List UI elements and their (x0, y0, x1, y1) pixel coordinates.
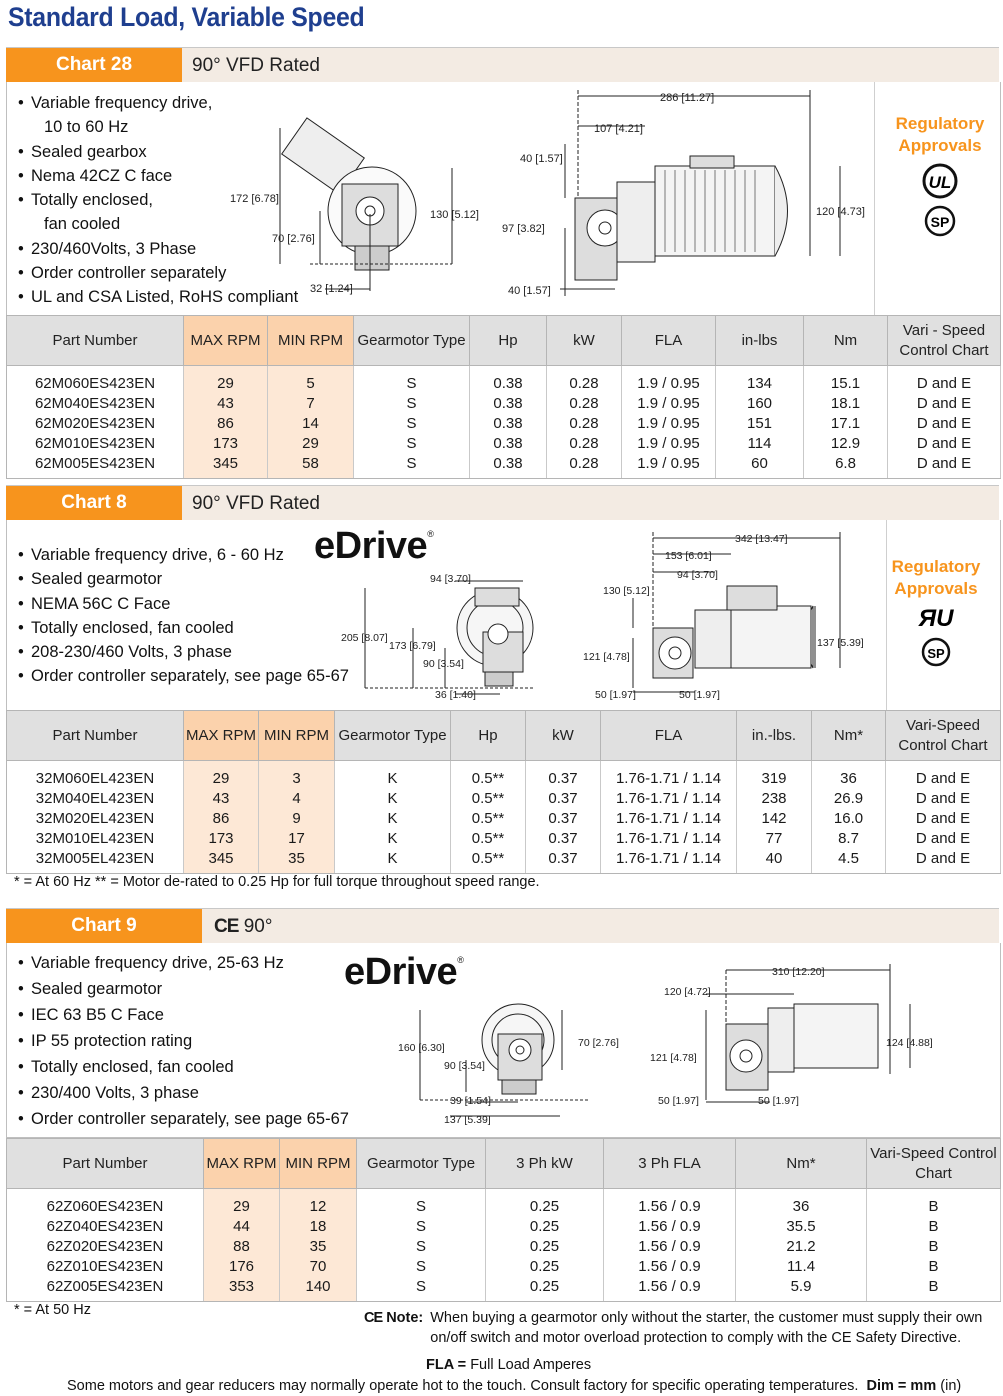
dim-label: 160 [6.30] (398, 1042, 445, 1054)
table-cell: 11.4 (736, 1257, 867, 1277)
dim-label: 39 [1.54] (450, 1095, 491, 1107)
table-cell: 1.56 / 0.9 (604, 1277, 736, 1302)
table-cell: 32M020EL423EN (7, 809, 184, 829)
dim-label: 94 [3.70] (430, 573, 471, 585)
fla-legend: FLA = Full Load Amperes (426, 1357, 592, 1373)
chart8-subtitle: 90° VFD Rated (192, 493, 320, 514)
table-row (7, 761, 1001, 790)
chart28-subtitle: 90° VFD Rated (192, 55, 320, 76)
table-cell: 43 (184, 789, 259, 809)
col-header: 3 Ph kW (486, 1139, 604, 1189)
table-cell: 0.25 (486, 1189, 604, 1218)
table-cell: 1.9 / 0.95 (622, 434, 716, 454)
table-cell: 62M020ES423EN (7, 414, 184, 434)
svg-text:SP: SP (927, 646, 945, 661)
table-cell: 35 (280, 1237, 357, 1257)
table-cell: 88 (204, 1237, 280, 1257)
table-cell: S (357, 1237, 486, 1257)
table-cell: 86 (184, 414, 268, 434)
table-cell: K (335, 789, 451, 809)
table-row (7, 434, 1001, 454)
table-cell: 62Z005ES423EN (7, 1277, 204, 1302)
table-cell: B (867, 1257, 1001, 1277)
table-cell: 0.5** (451, 809, 526, 829)
table-cell: 0.5** (451, 789, 526, 809)
dim-label: 36 [1.40] (435, 689, 476, 701)
feature-item: fan cooled (44, 215, 121, 234)
feature-item: 10 to 60 Hz (44, 118, 129, 137)
table-cell: 0.38 (470, 414, 547, 434)
dim-label: 90 [3.54] (444, 1060, 485, 1072)
table-cell: 1.76-1.71 / 1.14 (601, 789, 737, 809)
table-cell: 62Z020ES423EN (7, 1237, 204, 1257)
col-header: MIN RPM (259, 711, 335, 761)
table-cell: 40 (737, 849, 812, 874)
table-cell: 353 (204, 1277, 280, 1302)
csa-icon (923, 639, 949, 665)
table-cell: 21.2 (736, 1237, 867, 1257)
col-header: FLA (622, 316, 716, 366)
table-cell: 238 (737, 789, 812, 809)
table-cell: 1.56 / 0.9 (604, 1189, 736, 1218)
table-cell: K (335, 761, 451, 790)
table-cell: 7 (268, 394, 354, 414)
table-cell: D and E (886, 829, 1001, 849)
feature-item: • IP 55 protection rating (18, 1032, 193, 1050)
table-cell: 0.28 (547, 414, 622, 434)
table-cell: 17.1 (804, 414, 888, 434)
table-cell: 1.9 / 0.95 (622, 414, 716, 434)
col-header: Vari-Speed Control Chart (886, 711, 1001, 761)
table-cell: 1.9 / 0.95 (622, 454, 716, 479)
feature-item: • Sealed gearmotor (18, 980, 163, 998)
chart28-drawings (220, 86, 875, 312)
col-header: Nm* (736, 1139, 867, 1189)
table-cell: D and E (888, 394, 1001, 414)
feature-item: • Nema 42CZ C face (18, 166, 173, 185)
col-header: 3 Ph FLA (604, 1139, 736, 1189)
table-cell: 134 (716, 366, 804, 395)
chart9-footnote: * = At 50 Hz (14, 1302, 91, 1318)
table-row (7, 1257, 1001, 1277)
table-cell: 44 (204, 1217, 280, 1237)
table-cell: 8.7 (812, 829, 886, 849)
dim-label: 70 [2.76] (578, 1037, 619, 1049)
col-header: Part Number (7, 1139, 204, 1189)
col-header: Part Number (7, 316, 184, 366)
table-cell: 0.38 (470, 434, 547, 454)
feature-item: • 230/460Volts, 3 Phase (18, 239, 197, 258)
dim-label: 107 [4.21] (594, 123, 643, 135)
dim-label: 172 [6.78] (230, 193, 279, 205)
table-cell: 32M005EL423EN (7, 849, 184, 874)
chart8-footnote: * = At 60 Hz ** = Motor de-rated to 0.25 Hp for full torque throughout speed range. (14, 874, 540, 890)
table-cell: B (867, 1237, 1001, 1257)
dim-label: 121 [4.78] (583, 651, 630, 663)
table-cell: 140 (280, 1277, 357, 1302)
feature-item: • IEC 63 B5 C Face (18, 1006, 164, 1024)
table-row (7, 366, 1001, 395)
table-row (7, 1217, 1001, 1237)
table-cell: D and E (888, 366, 1001, 395)
table-cell: 4.5 (812, 849, 886, 874)
table-cell: S (354, 414, 470, 434)
col-header: in-lbs (716, 316, 804, 366)
table-cell: 1.56 / 0.9 (604, 1257, 736, 1277)
ur-recognized-icon (918, 605, 954, 632)
chart28-tag: Chart 28 (6, 48, 182, 82)
col-header: Gearmotor Type (335, 711, 451, 761)
table-cell: D and E (888, 434, 1001, 454)
dim-label: 130 [5.12] (603, 585, 650, 597)
chart9-features (18, 950, 349, 1132)
feature-item: • NEMA 56C C Face (18, 594, 171, 613)
feature-item: • Order controller separately (18, 264, 227, 283)
dim-label: 50 [1.97] (595, 689, 636, 701)
table-cell: 62M060ES423EN (7, 366, 184, 395)
dim-label: 94 [3.70] (677, 569, 718, 581)
col-header: Vari - Speed Control Chart (888, 316, 1001, 366)
feature-item: • Totally enclosed, fan cooled (18, 618, 234, 637)
feature-item: • Totally enclosed, fan cooled (18, 1058, 234, 1076)
table-cell: 6.8 (804, 454, 888, 479)
dim-label: 205 [8.07] (341, 632, 388, 644)
chart8-tag: Chart 8 (6, 486, 182, 520)
table-cell: 0.28 (547, 394, 622, 414)
note-text: When buying a gearmotor only without the starter, the customer must supply their own (430, 1310, 983, 1326)
table-cell: 0.38 (470, 366, 547, 395)
table-row (7, 809, 1001, 829)
table-cell: 0.25 (486, 1217, 604, 1237)
chart8-approvals-title: Regulatory Approvals (891, 557, 981, 598)
dim-label: 137 [5.39] (817, 637, 864, 649)
table-cell: 36 (812, 761, 886, 790)
chart28-header (6, 47, 999, 82)
table-cell: 176 (204, 1257, 280, 1277)
table-cell: 60 (716, 454, 804, 479)
table-cell: 1.76-1.71 / 1.14 (601, 849, 737, 874)
feature-item: • Variable frequency drive, 6 - 60 Hz (18, 546, 284, 564)
table-cell: 29 (204, 1189, 280, 1218)
table-row (7, 829, 1001, 849)
col-header: FLA (601, 711, 737, 761)
note-text: on/off switch and motor overload protection to comply with the CE Safety Directive. (430, 1330, 962, 1346)
table-cell: 0.37 (526, 761, 601, 790)
table-cell: 15.1 (804, 366, 888, 395)
dim-label: 137 [5.39] (444, 1114, 491, 1126)
table-cell: 0.28 (547, 454, 622, 479)
col-header: MIN RPM (268, 316, 354, 366)
table-cell: 17 (259, 829, 335, 849)
feature-item: • Order controller separately, see page 65-67 (18, 1110, 349, 1128)
table-cell: 35 (259, 849, 335, 874)
table-cell: 58 (268, 454, 354, 479)
ul-listed-icon (924, 165, 956, 197)
chart28-approvals-box (874, 82, 875, 315)
table-cell: 1.9 / 0.95 (622, 366, 716, 395)
table-cell: 0.5** (451, 829, 526, 849)
dim-label: 70 [2.76] (272, 233, 315, 245)
dim-label: 32 [1.24] (310, 283, 353, 295)
table-cell: 12 (280, 1189, 357, 1218)
dim-label: 153 [6.01] (665, 550, 712, 562)
feature-item: • Totally enclosed, (18, 191, 153, 210)
table-cell: 29 (184, 366, 268, 395)
dim-label: 50 [1.97] (758, 1095, 799, 1107)
dim-label: 124 [4.88] (886, 1037, 933, 1049)
chart8-header (6, 485, 999, 520)
table-cell: S (357, 1217, 486, 1237)
table-cell: S (354, 394, 470, 414)
table-cell: 9 (259, 809, 335, 829)
table-cell: 1.76-1.71 / 1.14 (601, 809, 737, 829)
table-cell: 345 (184, 454, 268, 479)
table-cell: 5.9 (736, 1277, 867, 1302)
table-cell: 0.5** (451, 761, 526, 790)
table-cell: K (335, 809, 451, 829)
table-cell: D and E (886, 849, 1001, 874)
table-row (7, 394, 1001, 414)
dim-label: 173 [6.79] (389, 640, 436, 652)
page-title: Standard Load, Variable Speed (8, 2, 365, 32)
col-header: MIN RPM (280, 1139, 357, 1189)
col-header: MAX RPM (184, 711, 259, 761)
table-cell: 62Z040ES423EN (7, 1217, 204, 1237)
table-cell: D and E (886, 761, 1001, 790)
table-cell: 26.9 (812, 789, 886, 809)
col-header: Nm (804, 316, 888, 366)
table-cell: 0.28 (547, 434, 622, 454)
table-cell: S (357, 1189, 486, 1218)
table-cell: 3 (259, 761, 335, 790)
table-row (7, 849, 1001, 874)
note-label: Note: (386, 1310, 424, 1326)
table-cell: D and E (888, 454, 1001, 479)
svg-text:UL: UL (928, 173, 952, 192)
table-cell: 0.28 (547, 366, 622, 395)
dim-label: 310 [12.20] (772, 966, 825, 978)
table-cell: K (335, 849, 451, 874)
table-row (7, 1277, 1001, 1302)
table-row (7, 1237, 1001, 1257)
chart28-approval-icons (918, 163, 962, 239)
table-cell: 1.76-1.71 / 1.14 (601, 761, 737, 790)
feature-item: • 208-230/460 Volts, 3 phase (18, 643, 232, 662)
table-cell: 62M040ES423EN (7, 394, 184, 414)
col-header: kW (547, 316, 622, 366)
chart8-drawings (335, 528, 885, 708)
table-cell: 1.76-1.71 / 1.14 (601, 829, 737, 849)
col-header: MAX RPM (184, 316, 268, 366)
table-cell: 0.25 (486, 1237, 604, 1257)
table-cell: 32M060EL423EN (7, 761, 184, 790)
table-cell: 0.37 (526, 789, 601, 809)
table-cell: 62M005ES423EN (7, 454, 184, 479)
table-cell: 0.25 (486, 1257, 604, 1277)
table-cell: 18.1 (804, 394, 888, 414)
table-cell: S (357, 1257, 486, 1277)
table-cell: 18 (280, 1217, 357, 1237)
col-header: in.-lbs. (737, 711, 812, 761)
chart9-brand: eDrive® (344, 951, 464, 993)
ce-mark-icon: CE (364, 1310, 383, 1326)
dim-label: 50 [1.97] (679, 689, 720, 701)
table-cell: 1.56 / 0.9 (604, 1217, 736, 1237)
table-cell: S (354, 434, 470, 454)
csa-icon (926, 207, 954, 235)
feature-item: • UL and CSA Listed, RoHS compliant (18, 288, 299, 307)
table-cell: 0.38 (470, 454, 547, 479)
col-header: Part Number (7, 711, 184, 761)
dim-label: 342 [13.47] (735, 533, 788, 545)
table-cell: 4 (259, 789, 335, 809)
table-cell: 5 (268, 366, 354, 395)
chart28-approvals-title: Regulatory Approvals (895, 114, 985, 155)
dim-label: 120 [4.72] (664, 986, 711, 998)
col-header: Vari-Speed Control Chart (867, 1139, 1001, 1189)
chart8-table (6, 710, 1001, 874)
table-cell: D and E (886, 809, 1001, 829)
svg-text:SP: SP (930, 214, 950, 230)
table-row (7, 454, 1001, 479)
dim-label: 40 [1.57] (508, 285, 551, 297)
table-cell: 142 (737, 809, 812, 829)
dim-label: 50 [1.97] (658, 1095, 699, 1107)
table-cell: 77 (737, 829, 812, 849)
chart9-tag: Chart 9 (6, 909, 202, 943)
dim-label: 40 [1.57] (520, 153, 563, 165)
table-cell: 114 (716, 434, 804, 454)
table-cell: 1.9 / 0.95 (622, 394, 716, 414)
table-cell: 0.37 (526, 809, 601, 829)
table-cell: 43 (184, 394, 268, 414)
table-cell: 173 (184, 829, 259, 849)
table-row (7, 1189, 1001, 1218)
table-cell: 12.9 (804, 434, 888, 454)
table-cell: 29 (268, 434, 354, 454)
chart8-approvals-box (886, 520, 887, 710)
table-cell: 32M040EL423EN (7, 789, 184, 809)
ce-note (364, 1308, 994, 1348)
table-cell: 0.25 (486, 1277, 604, 1302)
chart9-header (6, 908, 999, 943)
table-cell: 32M010EL423EN (7, 829, 184, 849)
col-header: Gearmotor Type (357, 1139, 486, 1189)
table-cell: S (354, 366, 470, 395)
table-cell: 173 (184, 434, 268, 454)
col-header: kW (526, 711, 601, 761)
col-header: Nm* (812, 711, 886, 761)
feature-item: • 230/400 Volts, 3 phase (18, 1084, 199, 1102)
svg-text:ЯU: ЯU (918, 605, 954, 632)
table-cell: 14 (268, 414, 354, 434)
table-cell: 62M010ES423EN (7, 434, 184, 454)
table-cell: 86 (184, 809, 259, 829)
feature-item: • Sealed gearbox (18, 142, 147, 161)
table-cell: 345 (184, 849, 259, 874)
dim-label: 286 [11.27] (660, 92, 715, 104)
feature-item: • Variable frequency drive, (18, 94, 213, 112)
table-cell: 151 (716, 414, 804, 434)
chart9-subtitle: CE 90° (214, 916, 273, 937)
chart8-brand: eDrive® (314, 525, 434, 567)
table-cell: 319 (737, 761, 812, 790)
feature-item: • Sealed gearmotor (18, 570, 163, 589)
col-header: Hp (470, 316, 547, 366)
table-cell: 0.38 (470, 394, 547, 414)
table-cell: 160 (716, 394, 804, 414)
chart9-table (6, 1138, 1001, 1302)
bottom-note: Some motors and gear reducers may normally operate hot to the touch. Consult factory for specific operating temperatures. Dim = mm (in) (67, 1378, 962, 1394)
dim-label: 121 [4.78] (650, 1052, 697, 1064)
table-cell: D and E (886, 789, 1001, 809)
dim-label: 97 [3.82] (502, 223, 545, 235)
table-cell: 36 (736, 1189, 867, 1218)
feature-item: • Variable frequency drive, 25-63 Hz (18, 954, 284, 972)
table-cell: K (335, 829, 451, 849)
table-cell: 16.0 (812, 809, 886, 829)
chart8-features (18, 543, 349, 689)
table-cell: B (867, 1277, 1001, 1302)
table-cell: B (867, 1189, 1001, 1218)
chart28-table (6, 315, 1001, 479)
table-cell: 0.37 (526, 849, 601, 874)
col-header: Hp (451, 711, 526, 761)
table-cell: S (354, 454, 470, 479)
table-row (7, 414, 1001, 434)
col-header: Gearmotor Type (354, 316, 470, 366)
table-cell: D and E (888, 414, 1001, 434)
feature-item: • Order controller separately, see page 65-67 (18, 667, 349, 686)
dim-label: 130 [5.12] (430, 209, 479, 221)
dim-label: 120 [4.73] (816, 206, 865, 218)
dim-label: 90 [3.54] (423, 658, 464, 670)
table-cell: S (357, 1277, 486, 1302)
col-header: MAX RPM (204, 1139, 280, 1189)
table-row (7, 789, 1001, 809)
table-cell: 1.56 / 0.9 (604, 1237, 736, 1257)
table-cell: 29 (184, 761, 259, 790)
ce-mark-icon: CE (214, 916, 239, 937)
chart8-approval-icons (914, 602, 958, 670)
table-cell: 62Z010ES423EN (7, 1257, 204, 1277)
chart9-drawings (390, 960, 950, 1132)
table-cell: 0.5** (451, 849, 526, 874)
table-cell: 62Z060ES423EN (7, 1189, 204, 1218)
table-cell: B (867, 1217, 1001, 1237)
table-cell: 70 (280, 1257, 357, 1277)
table-cell: 35.5 (736, 1217, 867, 1237)
table-cell: 0.37 (526, 829, 601, 849)
